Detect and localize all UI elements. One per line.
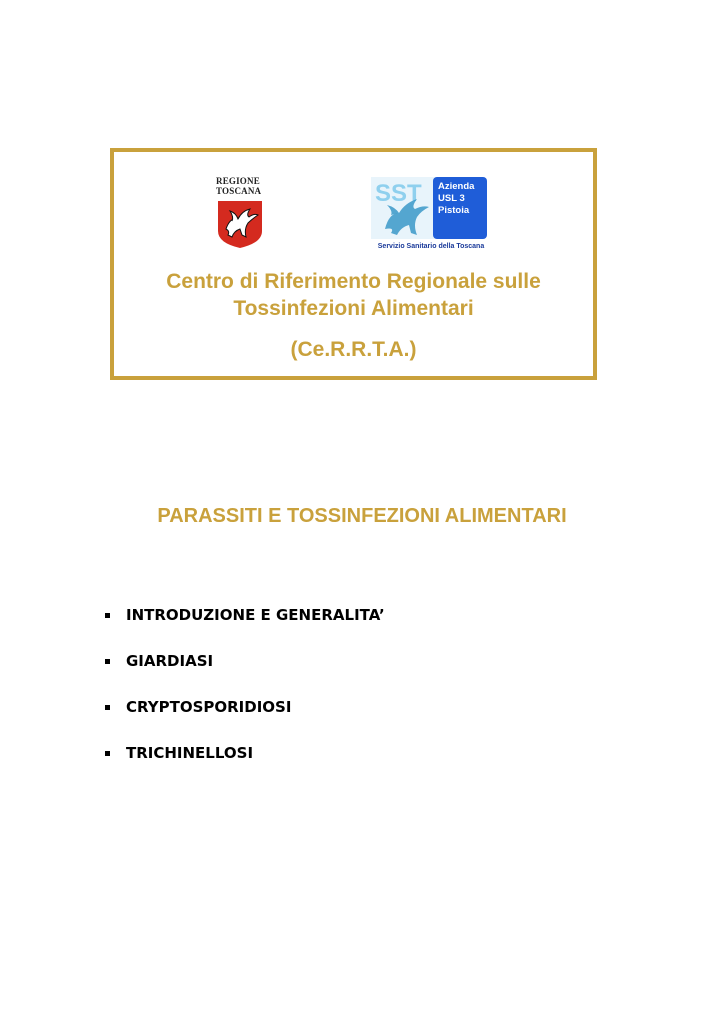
pegasus-shield-icon bbox=[216, 199, 264, 249]
centro-acronym: (Ce.R.R.T.A.) bbox=[290, 338, 417, 361]
topic-list bbox=[105, 605, 385, 789]
sst-pegasus-icon bbox=[371, 177, 435, 239]
topic-item-trichinellosi bbox=[105, 743, 385, 763]
bullet-square-icon bbox=[105, 613, 110, 618]
regione-logo-text-line2: TOSCANA bbox=[216, 186, 262, 196]
main-title: PARASSITI E TOSSINFEZIONI ALIMENTARI bbox=[157, 505, 567, 527]
topic-item-cryptosporidiosi bbox=[105, 697, 385, 717]
topic-label: INTRODUZIONE E GENERALITA’ bbox=[126, 606, 385, 624]
regione-logo-text-line1: REGIONE bbox=[216, 176, 260, 186]
usl-label: USL 3 bbox=[438, 193, 465, 204]
azienda-usl-box bbox=[433, 177, 487, 239]
topic-label: TRICHINELLOSI bbox=[126, 744, 254, 762]
topic-label: GIARDIASI bbox=[126, 652, 214, 670]
sst-caption: Servizio Sanitario della Toscana bbox=[377, 243, 485, 250]
bullet-square-icon bbox=[105, 705, 110, 710]
topic-label: CRYPTOSPORIDIOSI bbox=[126, 698, 292, 716]
header-box bbox=[110, 148, 597, 380]
centro-title-line2: Tossinfezioni Alimentari bbox=[233, 297, 474, 320]
centro-title bbox=[114, 268, 593, 322]
sst-usl3-logo bbox=[371, 177, 491, 255]
bullet-square-icon bbox=[105, 751, 110, 756]
regione-toscana-logo bbox=[216, 176, 268, 248]
pistoia-label: Pistoia bbox=[438, 205, 470, 216]
topic-item-introduzione bbox=[105, 605, 385, 625]
azienda-label: Azienda bbox=[438, 181, 475, 192]
topic-item-giardiasi bbox=[105, 651, 385, 671]
bullet-square-icon bbox=[105, 659, 110, 664]
sst-acronym: SST bbox=[375, 180, 422, 207]
centro-title-line1: Centro di Riferimento Regionale sulle bbox=[166, 270, 541, 293]
